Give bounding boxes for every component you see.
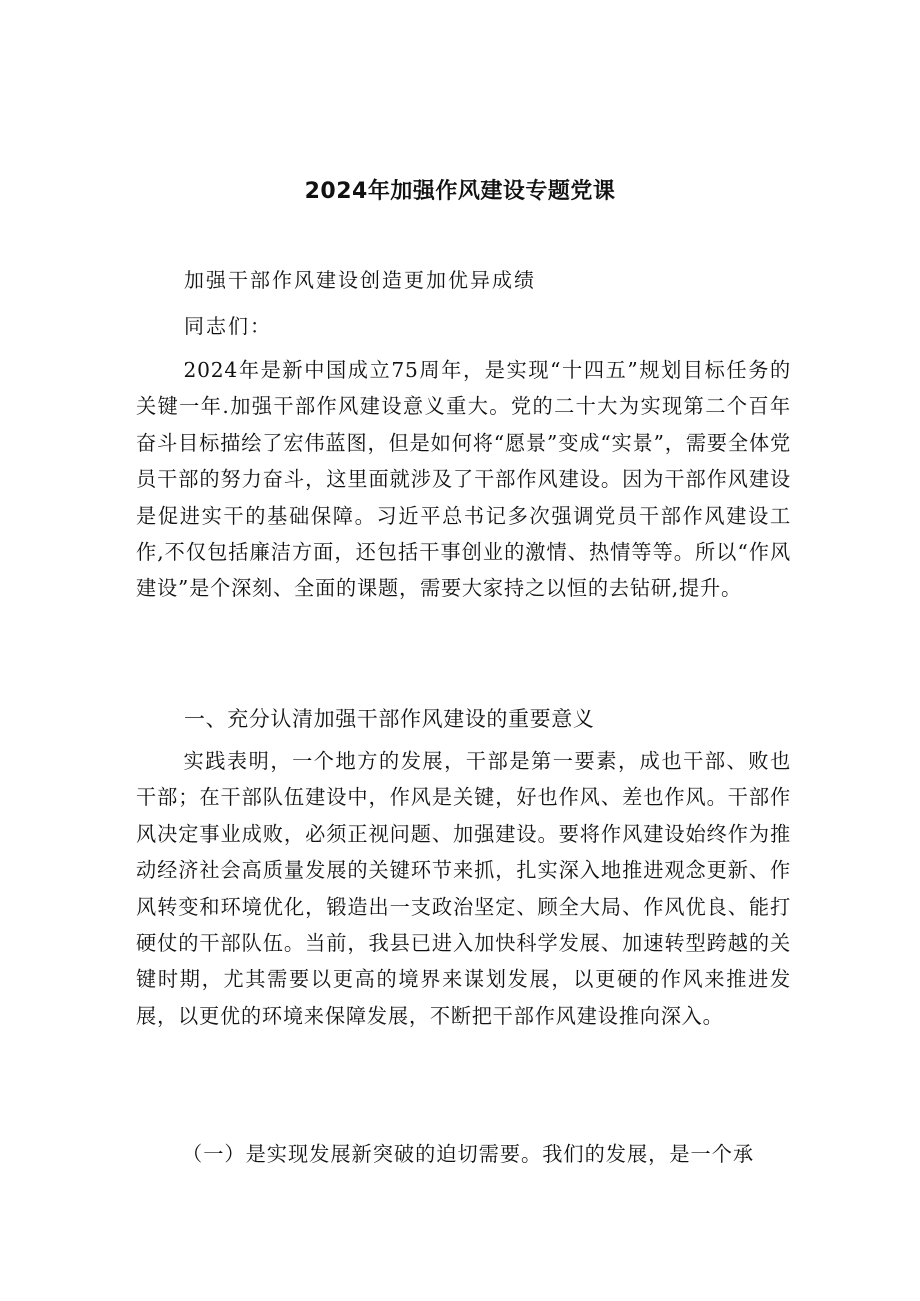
paragraph-intro: 2024年是新中国成立75周年，是实现“十四五”规划目标任务的关键一年.加强干部作风建设意义重大。党的二十大为实现第二个百年奋斗目标描绘了宏伟蓝图，但是如何将“愿景”变成“实景”，需要全体党员干部的努力奋斗，这里面就涉及了干部作风建设。因为干部作风建设是促进实干的基础保障。习近平总书记多次强调党员干部作风建设工作,不仅包括廉洁方面，还包括干事创业的激情、热情等等。所以“作风建设”是个深刻、全面的课题，需要大家持之以恒的去钻研,提升。 [136,358,791,601]
section-heading-1: 一、充分认清加强干部作风建设的重要意义 [184,707,595,731]
greeting: 同志们： [184,314,272,338]
document-subtitle: 加强干部作风建设创造更加优异成绩 [184,268,536,292]
paragraph-subsection-1: （一）是实现发展新突破的迫切需要。我们的发展，是一个承 [182,1142,755,1166]
paragraph-significance: 实践表明，一个地方的发展，干部是第一要素，成也干部、败也干部；在干部队伍建设中，作风是关键，好也作风、差也作风。干部作风决定事业成败，必须正视问题、加强建设。要将作风建设始终作为推动经济社会高质量发展的关键环节来抓，扎实深入地推进观念更新、作风转变和环境优化，锻造出一支政治坚定、顾全大局、作风优良、能打硬仗的干部队伍。当前，我县已进入加快科学发展、加速转型跨越的关键时期，尤其需要以更高的境界来谋划发展，以更硬的作风来推进发展，以更优的环境来保障发展，不断把干部作风建设推向深入。 [136,749,791,1028]
document-title: 2024年加强作风建设专题党课 [304,179,616,204]
